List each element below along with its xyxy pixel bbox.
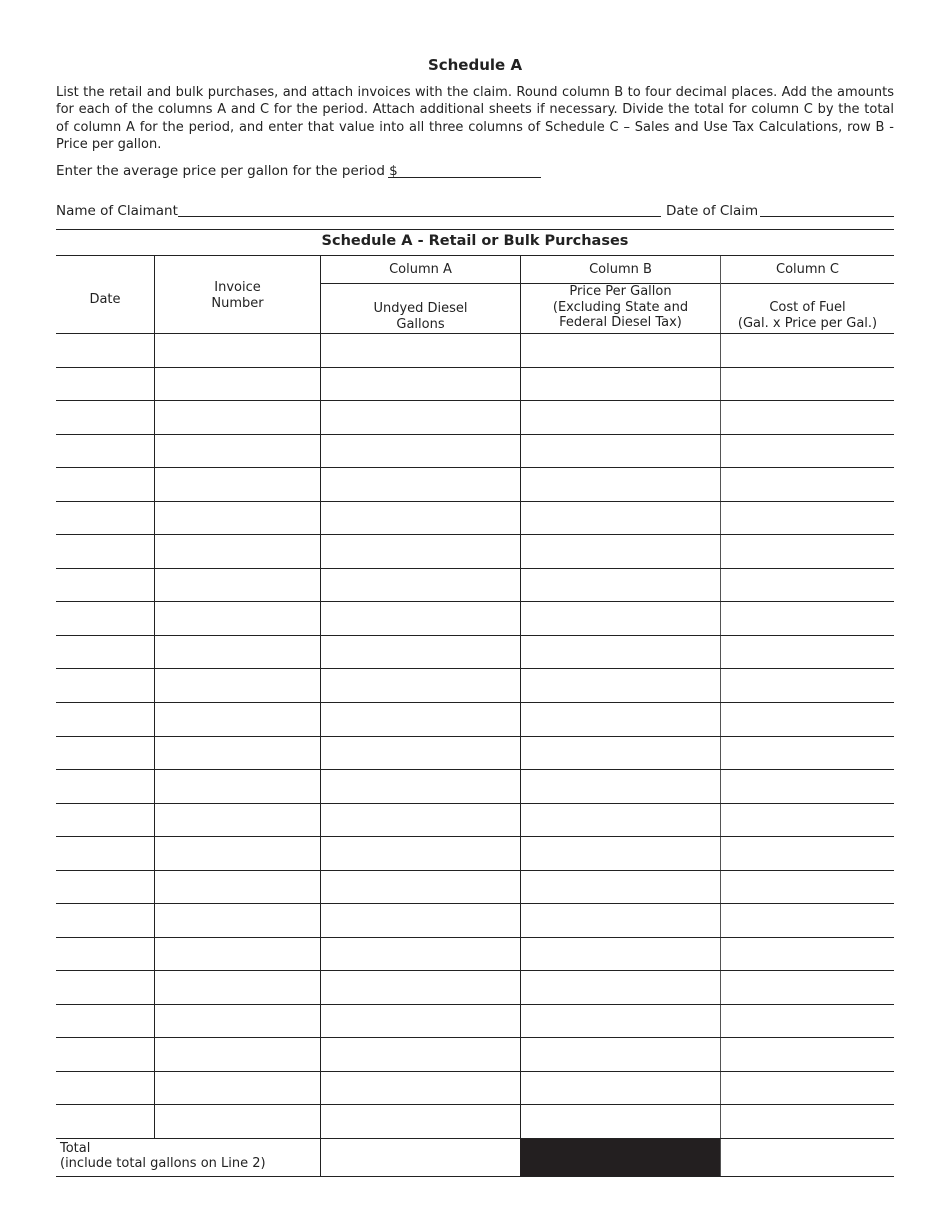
cost-of-fuel-cell[interactable]	[722, 1039, 893, 1070]
row-rule	[56, 568, 894, 569]
table-bottom-rule	[56, 1176, 894, 1177]
price-per-gallon-cell[interactable]	[522, 570, 719, 600]
invoice-number-cell[interactable]	[156, 939, 319, 969]
row-rule	[56, 1037, 894, 1038]
invoice-header	[155, 280, 320, 311]
cost-of-fuel-cell[interactable]	[722, 771, 893, 802]
gallons-cell[interactable]	[322, 805, 519, 835]
gallons-cell[interactable]	[322, 771, 519, 802]
invoice-header-line: Number	[211, 295, 264, 311]
total-label	[60, 1141, 266, 1171]
col-c-header-line: (Gal. x Price per Gal.)	[737, 315, 878, 331]
row-rule	[56, 769, 894, 770]
row-rule	[56, 367, 894, 368]
date-cell[interactable]	[57, 1039, 153, 1070]
gallons-cell[interactable]	[322, 335, 519, 366]
gallons-cell[interactable]	[322, 369, 519, 399]
invoice-number-cell[interactable]	[156, 603, 319, 634]
invoice-number-cell[interactable]	[156, 469, 319, 500]
row-rule	[56, 400, 894, 401]
cost-of-fuel-cell[interactable]	[722, 1073, 893, 1103]
price-per-gallon-cell[interactable]	[522, 469, 719, 500]
gallons-cell[interactable]	[322, 402, 519, 433]
date-cell[interactable]	[57, 670, 153, 701]
cost-of-fuel-cell[interactable]	[722, 738, 893, 768]
invoice-number-cell[interactable]	[156, 704, 319, 735]
date-cell[interactable]	[57, 603, 153, 634]
col-b-title: Column B	[589, 262, 652, 277]
gallons-cell[interactable]	[322, 838, 519, 869]
header-top-rule	[56, 255, 894, 256]
row-rule	[56, 903, 894, 904]
date-cell[interactable]	[57, 872, 153, 902]
invoice-number-cell[interactable]	[156, 1106, 319, 1137]
invoice-number-cell[interactable]	[156, 637, 319, 667]
row-rule	[56, 870, 894, 871]
invoice-number-cell[interactable]	[156, 369, 319, 399]
col-a-title: Column A	[389, 262, 452, 277]
price-per-gallon-cell[interactable]	[522, 1073, 719, 1103]
invoice-cola-divider	[320, 256, 321, 1177]
col-c-header	[721, 300, 894, 331]
price-per-gallon-cell[interactable]	[522, 536, 719, 567]
price-per-gallon-cell[interactable]	[522, 402, 719, 433]
invoice-number-cell[interactable]	[156, 436, 319, 466]
invoice-number-cell[interactable]	[156, 771, 319, 802]
invoice-number-cell[interactable]	[156, 670, 319, 701]
cost-of-fuel-cell[interactable]	[722, 670, 893, 701]
price-per-gallon-cell[interactable]	[522, 805, 719, 835]
cost-of-fuel-cell[interactable]	[722, 637, 893, 667]
date-cell[interactable]	[57, 570, 153, 600]
gallons-cell[interactable]	[322, 436, 519, 466]
row-rule	[56, 1104, 894, 1105]
average-price-field[interactable]	[388, 177, 541, 178]
date-cell[interactable]	[57, 704, 153, 735]
date-cell[interactable]	[57, 738, 153, 768]
row-rule	[56, 836, 894, 837]
gallons-cell[interactable]	[322, 1073, 519, 1103]
date-of-claim-field[interactable]	[760, 216, 894, 217]
page-title: Schedule A	[427, 56, 523, 74]
price-per-gallon-cell[interactable]	[522, 738, 719, 768]
claimant-label: Name of Claimant	[56, 203, 178, 219]
row-rule	[56, 1071, 894, 1072]
price-per-gallon-cell[interactable]	[522, 436, 719, 466]
date-of-claim-label: Date of Claim	[666, 203, 759, 219]
instructions-text: List the retail and bulk purchases, and attach invoices with the claim. Round column B to four decimal places. Add the amounts for each of the columns A and C for the period. Attach additional sheets if necessary. Divide the total for column C by the total of column A for the period, and enter that value into all three columns of Schedule C – Sales and Use Tax Calculations, row B - Price per gallon.	[56, 85, 894, 152]
date-cell[interactable]	[57, 469, 153, 500]
date-cell[interactable]	[57, 1006, 153, 1036]
gallons-cell[interactable]	[322, 972, 519, 1003]
col-b-header	[521, 284, 720, 331]
date-cell[interactable]	[57, 637, 153, 667]
row-rule	[56, 736, 894, 737]
total-label-line: Total	[60, 1141, 91, 1156]
price-per-gallon-cell[interactable]	[522, 637, 719, 667]
price-per-gallon-cell[interactable]	[522, 603, 719, 634]
date-cell[interactable]	[57, 905, 153, 936]
colb-colc-divider	[720, 256, 721, 1177]
date-cell[interactable]	[57, 1073, 153, 1103]
cost-of-fuel-cell[interactable]	[722, 503, 893, 533]
column-subheader-rule	[320, 283, 894, 284]
cost-of-fuel-cell[interactable]	[722, 335, 893, 366]
table-top-rule	[56, 229, 894, 230]
invoice-number-cell[interactable]	[156, 1073, 319, 1103]
price-per-gallon-cell[interactable]	[522, 771, 719, 802]
row-rule	[56, 970, 894, 971]
gallons-cell[interactable]	[322, 670, 519, 701]
cost-of-fuel-cell[interactable]	[722, 603, 893, 634]
gallons-cell[interactable]	[322, 503, 519, 533]
gallons-cell[interactable]	[322, 1006, 519, 1036]
cost-of-fuel-cell[interactable]	[722, 838, 893, 869]
col-b-header-line: Federal Diesel Tax)	[559, 315, 682, 330]
col-a-header	[321, 301, 520, 332]
gallons-cell[interactable]	[322, 872, 519, 902]
price-per-gallon-cell[interactable]	[522, 939, 719, 969]
price-per-gallon-cell[interactable]	[522, 670, 719, 701]
cost-of-fuel-cell[interactable]	[722, 402, 893, 433]
date-invoice-divider	[154, 256, 155, 1138]
row-rule	[56, 937, 894, 938]
row-rule	[56, 1138, 894, 1139]
col-a-header-line: Gallons	[396, 316, 445, 332]
price-per-gallon-cell[interactable]	[522, 704, 719, 735]
claimant-name-field[interactable]	[178, 216, 661, 217]
date-cell[interactable]	[57, 436, 153, 466]
price-per-gallon-cell[interactable]	[522, 1006, 719, 1036]
average-price-label: Enter the average price per gallon for the period $	[56, 163, 398, 179]
cost-of-fuel-cell[interactable]	[722, 436, 893, 466]
row-rule	[56, 601, 894, 602]
col-b-header-line: Price Per Gallon	[569, 284, 672, 299]
date-header: Date	[89, 292, 121, 307]
invoice-number-cell[interactable]	[156, 402, 319, 433]
col-b-total-blocked-cell	[520, 1138, 720, 1177]
invoice-number-cell[interactable]	[156, 838, 319, 869]
invoice-number-cell[interactable]	[156, 1006, 319, 1036]
date-cell[interactable]	[57, 972, 153, 1003]
invoice-number-cell[interactable]	[156, 335, 319, 366]
cola-colb-divider	[520, 256, 521, 1177]
total-gallons-cell[interactable]	[322, 1140, 519, 1175]
invoice-number-cell[interactable]	[156, 570, 319, 600]
col-c-title: Column C	[776, 262, 839, 277]
price-per-gallon-cell[interactable]	[522, 838, 719, 869]
col-b-header-line: (Excluding State and	[552, 299, 689, 315]
row-rule	[56, 467, 894, 468]
date-cell[interactable]	[57, 838, 153, 869]
row-rule	[56, 803, 894, 804]
gallons-cell[interactable]	[322, 570, 519, 600]
gallons-cell[interactable]	[322, 536, 519, 567]
total-label-line: (include total gallons on Line 2)	[60, 1156, 266, 1171]
cost-of-fuel-cell[interactable]	[722, 805, 893, 835]
invoice-number-cell[interactable]	[156, 972, 319, 1003]
row-rule	[56, 434, 894, 435]
col-c-header-line: Cost of Fuel	[769, 300, 846, 315]
date-cell[interactable]	[57, 1106, 153, 1137]
cost-of-fuel-cell[interactable]	[722, 536, 893, 567]
date-cell[interactable]	[57, 939, 153, 969]
date-cell[interactable]	[57, 805, 153, 835]
row-rule	[56, 668, 894, 669]
date-cell[interactable]	[57, 503, 153, 533]
gallons-cell[interactable]	[322, 603, 519, 634]
price-per-gallon-cell[interactable]	[522, 335, 719, 366]
row-rule	[56, 702, 894, 703]
cost-of-fuel-cell[interactable]	[722, 369, 893, 399]
invoice-number-cell[interactable]	[156, 1039, 319, 1070]
gallons-cell[interactable]	[322, 637, 519, 667]
cost-of-fuel-cell[interactable]	[722, 1106, 893, 1137]
gallons-cell[interactable]	[322, 1039, 519, 1070]
row-rule	[56, 534, 894, 535]
invoice-number-cell[interactable]	[156, 536, 319, 567]
date-cell[interactable]	[57, 402, 153, 433]
cost-of-fuel-cell[interactable]	[722, 972, 893, 1003]
row-rule	[56, 1004, 894, 1005]
gallons-cell[interactable]	[322, 738, 519, 768]
invoice-header-line: Invoice	[214, 280, 261, 295]
cost-of-fuel-cell[interactable]	[722, 905, 893, 936]
invoice-number-cell[interactable]	[156, 738, 319, 768]
invoice-number-cell[interactable]	[156, 905, 319, 936]
date-cell[interactable]	[57, 335, 153, 366]
row-rule	[56, 501, 894, 502]
gallons-cell[interactable]	[322, 1106, 519, 1137]
row-rule	[56, 333, 894, 334]
price-per-gallon-cell[interactable]	[522, 905, 719, 936]
gallons-cell[interactable]	[322, 939, 519, 969]
cost-of-fuel-cell[interactable]	[722, 872, 893, 902]
date-cell[interactable]	[57, 771, 153, 802]
gallons-cell[interactable]	[322, 469, 519, 500]
gallons-cell[interactable]	[322, 704, 519, 735]
col-a-header-line: Undyed Diesel	[373, 301, 468, 316]
cost-of-fuel-cell[interactable]	[722, 704, 893, 735]
price-per-gallon-cell[interactable]	[522, 872, 719, 902]
price-per-gallon-cell[interactable]	[522, 503, 719, 533]
price-per-gallon-cell[interactable]	[522, 1106, 719, 1137]
table-title: Schedule A - Retail or Bulk Purchases	[321, 233, 629, 249]
invoice-number-cell[interactable]	[156, 805, 319, 835]
cost-of-fuel-cell[interactable]	[722, 939, 893, 969]
row-rule	[56, 635, 894, 636]
cost-of-fuel-cell[interactable]	[722, 570, 893, 600]
cost-of-fuel-cell[interactable]	[722, 1006, 893, 1036]
price-per-gallon-cell[interactable]	[522, 972, 719, 1003]
total-cost-cell[interactable]	[722, 1140, 893, 1175]
price-per-gallon-cell[interactable]	[522, 1039, 719, 1070]
price-per-gallon-cell[interactable]	[522, 369, 719, 399]
gallons-cell[interactable]	[322, 905, 519, 936]
invoice-number-cell[interactable]	[156, 872, 319, 902]
date-cell[interactable]	[57, 536, 153, 567]
invoice-number-cell[interactable]	[156, 503, 319, 533]
cost-of-fuel-cell[interactable]	[722, 469, 893, 500]
date-cell[interactable]	[57, 369, 153, 399]
